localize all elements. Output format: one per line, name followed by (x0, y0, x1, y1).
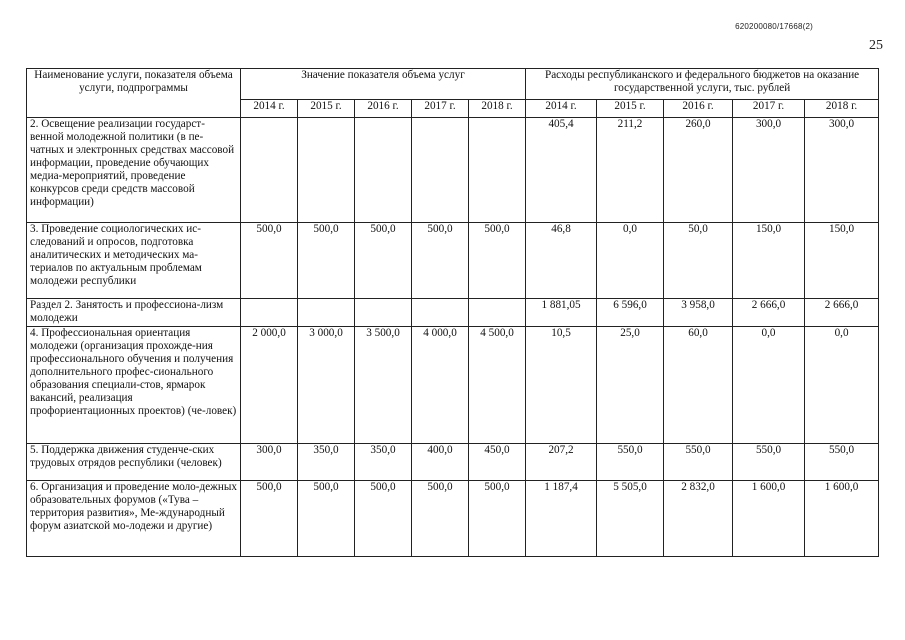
budget-cell: 0,0 (733, 327, 805, 444)
volume-cell: 500,0 (355, 481, 412, 557)
row-name: 3. Проведение социологических ис-следований и опросов, подготовка аналитических и методических ма-териалов по актуальным проблемам молодежи республики (27, 223, 241, 299)
table-row (27, 118, 879, 223)
budget-cell: 550,0 (805, 444, 879, 481)
volume-cell (355, 118, 412, 223)
budget-cell: 3 958,0 (664, 299, 733, 327)
volume-cell (355, 299, 412, 327)
volume-cell: 500,0 (355, 223, 412, 299)
volume-cell: 450,0 (469, 444, 526, 481)
row-name: 5. Поддержка движения студенче-ских трудовых отрядов республики (человек) (27, 444, 241, 481)
budget-cell: 60,0 (664, 327, 733, 444)
budget-cell: 1 600,0 (805, 481, 879, 557)
budget-cell: 550,0 (597, 444, 664, 481)
volume-cell: 400,0 (412, 444, 469, 481)
budget-cell: 1 600,0 (733, 481, 805, 557)
header-budget-year: 2016 г. (664, 100, 733, 118)
header-budget-year: 2017 г. (733, 100, 805, 118)
volume-cell: 500,0 (298, 223, 355, 299)
volume-cell (298, 299, 355, 327)
header-name-column: Наименование услуги, показателя объема услуги, подпрограммы (27, 69, 241, 118)
volume-cell (298, 118, 355, 223)
volume-cell: 300,0 (241, 444, 298, 481)
volume-cell: 350,0 (298, 444, 355, 481)
services-table (26, 68, 879, 557)
budget-cell: 5 505,0 (597, 481, 664, 557)
budget-cell: 260,0 (664, 118, 733, 223)
budget-cell: 150,0 (805, 223, 879, 299)
header-volume-year: 2015 г. (298, 100, 355, 118)
header-budget-year: 2015 г. (597, 100, 664, 118)
header-volume-year: 2016 г. (355, 100, 412, 118)
budget-cell: 0,0 (805, 327, 879, 444)
table-row (27, 223, 879, 299)
header-volume-year: 2017 г. (412, 100, 469, 118)
budget-cell: 300,0 (733, 118, 805, 223)
row-name: 6. Организация и проведение моло-дежных образовательных форумов («Тува – территория развития», Ме-ждународный форум азиатской мо-лодежи и другие) (27, 481, 241, 557)
section-name: Раздел 2. Занятость и профессиона-лизм молодежи (27, 299, 241, 327)
budget-cell: 46,8 (526, 223, 597, 299)
budget-cell: 300,0 (805, 118, 879, 223)
volume-cell (241, 299, 298, 327)
volume-cell: 500,0 (412, 481, 469, 557)
volume-cell: 4 000,0 (412, 327, 469, 444)
budget-cell: 2 832,0 (664, 481, 733, 557)
row-name: 2. Освещение реализации государст-венной молодежной политики (в пе-чатных и электронных средствах массовой информации, проведение обучающих медиа-мероприятий, проведение конкурсов среди средств массовой информации) (27, 118, 241, 223)
volume-cell: 2 000,0 (241, 327, 298, 444)
budget-cell: 50,0 (664, 223, 733, 299)
volume-cell: 500,0 (298, 481, 355, 557)
volume-cell: 3 000,0 (298, 327, 355, 444)
volume-cell: 500,0 (412, 223, 469, 299)
document-code: 620200080/17668(2) (735, 22, 813, 31)
volume-cell (469, 118, 526, 223)
budget-cell: 2 666,0 (805, 299, 879, 327)
budget-cell: 0,0 (597, 223, 664, 299)
budget-cell: 211,2 (597, 118, 664, 223)
budget-cell: 150,0 (733, 223, 805, 299)
budget-cell: 550,0 (733, 444, 805, 481)
header-volume-year: 2018 г. (469, 100, 526, 118)
volume-cell: 350,0 (355, 444, 412, 481)
header-volume-group: Значение показателя объема услуг (241, 69, 526, 100)
budget-cell: 550,0 (664, 444, 733, 481)
table-row (27, 299, 879, 327)
volume-cell (412, 118, 469, 223)
volume-cell (469, 299, 526, 327)
budget-cell: 2 666,0 (733, 299, 805, 327)
budget-cell: 405,4 (526, 118, 597, 223)
budget-cell: 207,2 (526, 444, 597, 481)
row-name: 4. Профессиональная ориентация молодежи (организация прохожде-ния профессионального обучения и получения дополнительного профес-сионального образования специали-стов, ярмарок вакансий, реализация профориентационных проектов) (че-ловек) (27, 327, 241, 444)
header-budget-year: 2014 г. (526, 100, 597, 118)
budget-cell: 1 187,4 (526, 481, 597, 557)
page-number: 25 (869, 38, 883, 53)
budget-cell: 1 881,05 (526, 299, 597, 327)
budget-cell: 25,0 (597, 327, 664, 444)
volume-cell: 500,0 (241, 223, 298, 299)
budget-cell: 10,5 (526, 327, 597, 444)
header-volume-year: 2014 г. (241, 100, 298, 118)
volume-cell: 4 500,0 (469, 327, 526, 444)
volume-cell (241, 118, 298, 223)
volume-cell: 3 500,0 (355, 327, 412, 444)
table-row (27, 481, 879, 557)
volume-cell (412, 299, 469, 327)
table-row (27, 327, 879, 444)
header-budget-year: 2018 г. (805, 100, 879, 118)
volume-cell: 500,0 (241, 481, 298, 557)
header-budget-group: Расходы республиканского и федерального бюджетов на оказание государственной услуги, тыс. рублей (526, 69, 879, 100)
volume-cell: 500,0 (469, 223, 526, 299)
volume-cell: 500,0 (469, 481, 526, 557)
table-row (27, 444, 879, 481)
budget-cell: 6 596,0 (597, 299, 664, 327)
